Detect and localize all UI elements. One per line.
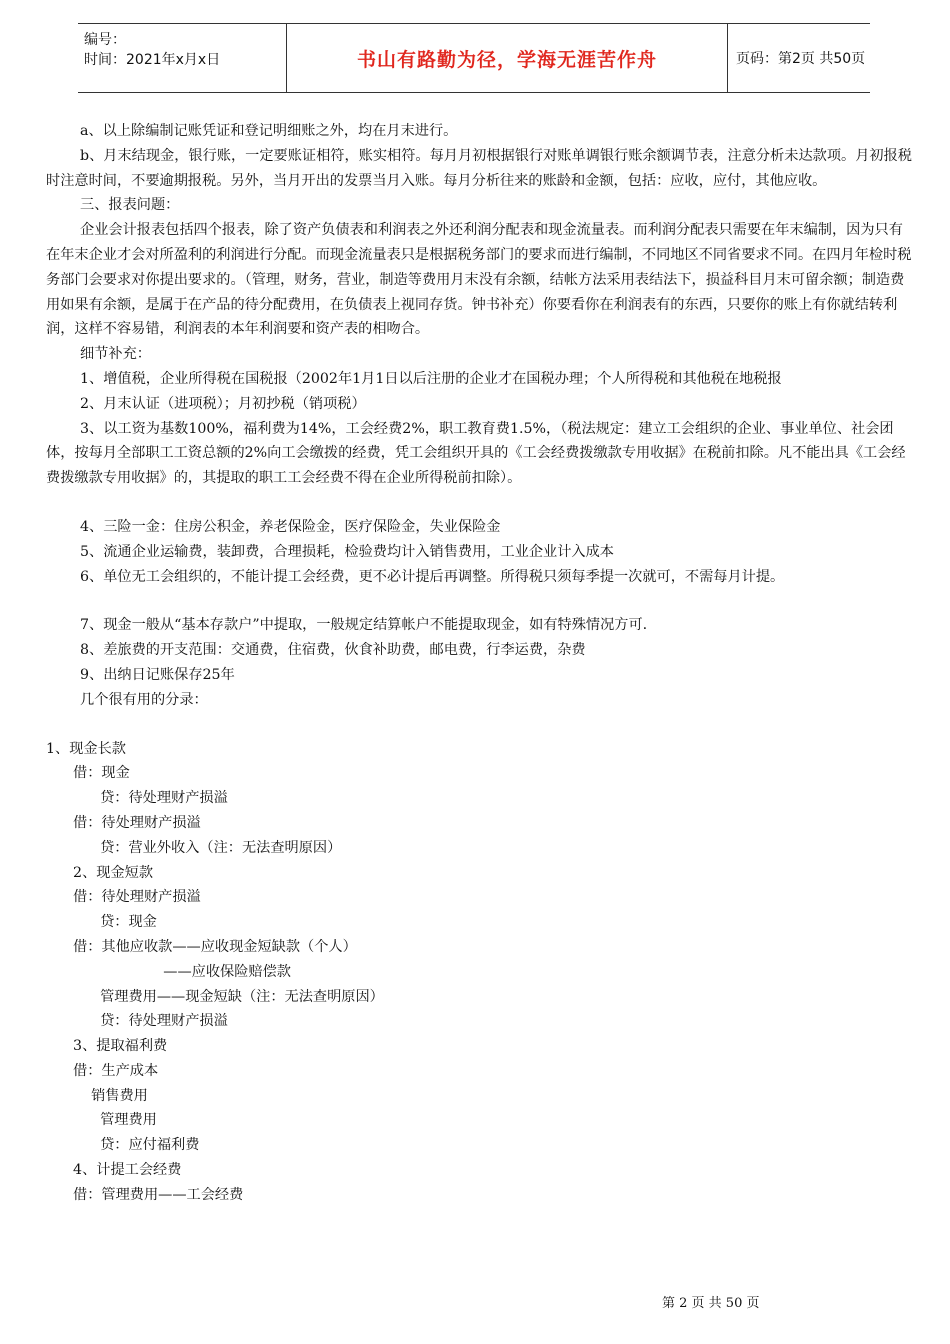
list-item: 4、三险一金：住房公积金，养老保险金，医疗保险金，失业保险金 bbox=[80, 518, 501, 535]
paragraph: b、月末结现金，银行账，一定要账证相符，账实相符。每月月初根据银行对账单调银行账余额调节表，注意分析未达款项。月初报税时注意时间，不要逾期报税。另外，当月开出的发票当月入账。每月分析往来的账龄和金额，包括：应收，应付，其他应收。 bbox=[46, 147, 912, 189]
list-item: 7、现金一般从“基本存款户”中提取，一般规定结算帐户不能提取现金，如有特殊情况方可. bbox=[80, 617, 648, 634]
entry-line: 贷：现金 bbox=[46, 914, 157, 931]
list-item: 2、月末认证（进项税）；月初抄税（销项税） bbox=[80, 395, 366, 412]
entry-line: 贷：营业外收入（注：无法查明原因） bbox=[46, 839, 342, 856]
header-page-number: 页码：第2页 共50页 bbox=[736, 51, 866, 67]
list-item: 8、差旅费的开支范围：交通费，住宿费，伙食补助费，邮电费，行李运费，杂费 bbox=[80, 642, 586, 659]
list-item: 9、出纳日记账保存25年 bbox=[80, 666, 235, 683]
entry-line: 2、现金短款 bbox=[46, 864, 154, 881]
entry-line: 借：待处理财产损溢 bbox=[46, 889, 201, 906]
entry-line: 借：管理费用——工会经费 bbox=[46, 1186, 244, 1203]
list-item: 1、增值税，企业所得税在国税报（2002年1月1日以后注册的企业才在国税办理；个人所得税和其他税在地税报 bbox=[80, 370, 782, 387]
entry-line: ——应收保险赔偿款 bbox=[46, 963, 291, 980]
paragraph: 企业会计报表包括四个报表，除了资产负债表和利润表之外还利润分配表和现金流量表。而利润分配表只需要在年末编制，因为只有在年末企业才会对所盈利的利润进行分配。而现金流量表只是根据税务部门的要求而进行编制，不同地区不同省要求不同。在四月年检时税务部门会要求对你提出要求的。（管理，财务，营业，制造等费用月末没有余额，结帐方法采用表结法下，损益科目月末可留余额；制造费用如果有余额，是属于在产品的待分配费用，在负债表上视同存货。钟书补充）你要看你在利润表有的东西，只要你的账上有你就结转利润，这样不容易错，利润表的本年利润要和资产表的相吻合。 bbox=[46, 222, 912, 338]
document-time-label: 时间：2021年x月x日 bbox=[84, 52, 221, 68]
section-heading: 几个很有用的分录： bbox=[80, 691, 208, 708]
entry-line: 管理费用 bbox=[46, 1112, 157, 1129]
list-item: 5、流通企业运输费，装卸费，合理损耗，检验费均计入销售费用，工业企业计入成本 bbox=[80, 543, 614, 560]
header-meta bbox=[84, 30, 220, 70]
section-heading: 三、报表问题： bbox=[80, 197, 180, 214]
entry-line: 管理费用——现金短缺（注：无法查明原因） bbox=[46, 988, 384, 1005]
entry-line: 4、计提工会经费 bbox=[46, 1162, 182, 1179]
page-footer: 第 2 页 共 50 页 bbox=[662, 1296, 760, 1311]
entry-line: 借：待处理财产损溢 bbox=[46, 814, 201, 831]
list-item: 3、以工资为基数100%，福利费为14%，工会经费2%，职工教育费1.5%，（税法规定：建立工会组织的企业、事业单位、社会团体，按每月全部职工工资总额的2%向工会缴拨的经费，凭工会组织开具的《工会经费拨缴款专用收据》在税前扣除。凡不能出具《工会经费拨缴款专用收据》的，其提取的职工工会经费不得在企业所得税前扣除）。 bbox=[46, 420, 906, 487]
entry-line: 借：生产成本 bbox=[46, 1062, 159, 1079]
header-motto: 书山有路勤为径，学海无涯苦作舟 bbox=[286, 24, 728, 92]
page-header bbox=[78, 23, 870, 93]
entry-line: 3、提取福利费 bbox=[46, 1038, 168, 1055]
document-body bbox=[46, 119, 912, 1208]
entry-line: 贷：待处理财产损溢 bbox=[46, 1013, 228, 1030]
section-heading: 细节补充： bbox=[80, 346, 151, 363]
paragraph: a、以上除编制记账凭证和登记明细账之外，均在月末进行。 bbox=[80, 123, 458, 139]
entry-line: 借：现金 bbox=[46, 765, 130, 782]
list-item: 6、单位无工会组织的，不能计提工会经费，更不必计提后再调整。所得税只须每季提一次就可，不需每月计提。 bbox=[80, 568, 785, 585]
document-number-label: 编号： bbox=[84, 32, 126, 48]
entry-line: 贷：待处理财产损溢 bbox=[46, 790, 228, 807]
entry-line: 销售费用 bbox=[46, 1087, 148, 1104]
entry-line: 借：其他应收款——应收现金短缺款（个人） bbox=[46, 938, 357, 955]
entry-line: 贷：应付福利费 bbox=[46, 1137, 200, 1154]
entry-line: 1、现金长款 bbox=[46, 740, 126, 757]
